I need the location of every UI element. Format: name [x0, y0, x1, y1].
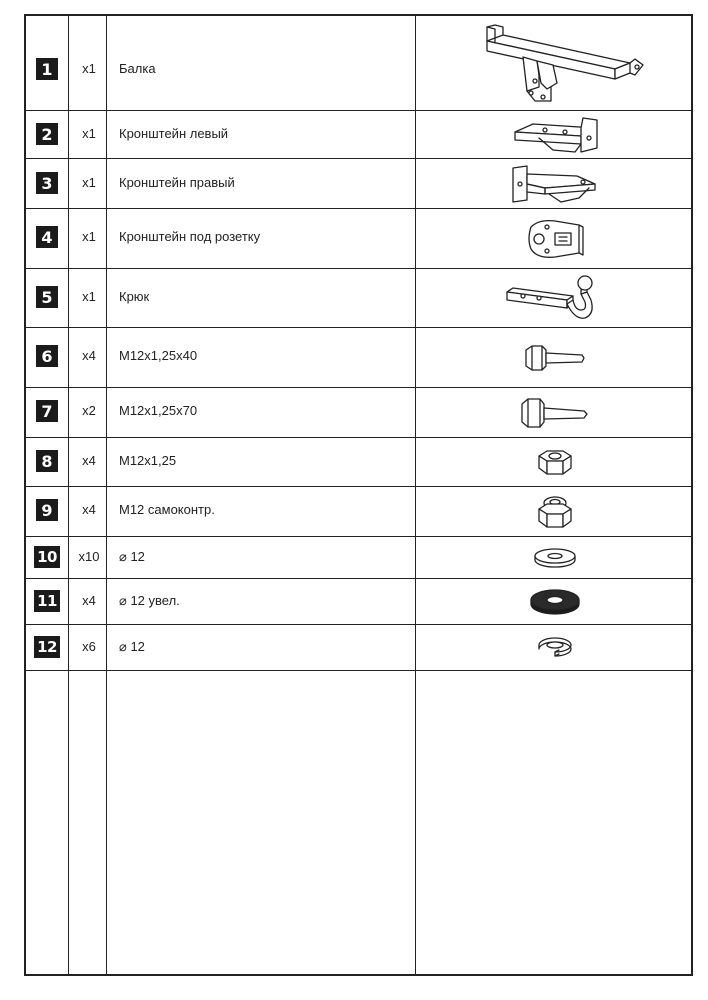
- table-row: [26, 327, 691, 387]
- item-quantity: x1: [82, 289, 96, 304]
- item-description: M12x1,25: [119, 453, 177, 468]
- item-quantity: x4: [82, 593, 96, 608]
- table-row: [26, 486, 691, 536]
- towbar-beam-icon: [416, 18, 693, 110]
- item-description: Кронштейн под розетку: [119, 229, 261, 244]
- item-description: Крюк: [119, 289, 150, 304]
- table-row: [26, 268, 691, 327]
- item-number: 3: [36, 172, 58, 194]
- table-row: [26, 110, 691, 158]
- table-row: [26, 437, 691, 486]
- table-row: [26, 536, 691, 578]
- item-description: Кронштейн правый: [119, 175, 235, 190]
- item-quantity: x4: [82, 348, 96, 363]
- hex-nut-icon: [416, 439, 693, 486]
- item-description: M12x1,25x40: [119, 348, 198, 363]
- table-row: [26, 387, 691, 437]
- item-quantity: x1: [82, 175, 96, 190]
- table-row: [26, 624, 691, 670]
- item-number: 10: [34, 546, 60, 568]
- item-quantity: x4: [82, 453, 96, 468]
- lock-nut-icon: [416, 488, 693, 536]
- bolt-short-icon: [416, 329, 693, 387]
- item-number: 4: [36, 226, 58, 248]
- item-description: ⌀ 12: [119, 549, 145, 564]
- item-number: 12: [34, 636, 60, 658]
- item-number: 7: [36, 400, 58, 422]
- item-quantity: x1: [82, 126, 96, 141]
- item-description: ⌀ 12 увел.: [119, 593, 180, 608]
- item-quantity: x1: [82, 229, 96, 244]
- item-quantity: x1: [82, 61, 96, 76]
- item-description: ⌀ 12: [119, 639, 145, 654]
- item-quantity: x2: [82, 403, 96, 418]
- item-number: 9: [36, 499, 58, 521]
- bolt-long-icon: [416, 389, 693, 437]
- item-number: 2: [36, 123, 58, 145]
- left-bracket-icon: [416, 112, 693, 158]
- item-quantity: x4: [82, 502, 96, 517]
- socket-bracket-icon: [416, 210, 693, 268]
- right-bracket-icon: [416, 160, 693, 208]
- flat-washer-icon: [416, 538, 693, 578]
- table-row: [26, 208, 691, 268]
- item-quantity: x6: [82, 639, 96, 654]
- table-row: [26, 158, 691, 208]
- item-quantity: x10: [78, 549, 100, 564]
- item-description: Кронштейн левый: [119, 126, 229, 141]
- item-number: 1: [36, 58, 58, 80]
- item-number: 11: [34, 590, 60, 612]
- item-description: Балка: [119, 61, 156, 76]
- table-row: [26, 578, 691, 624]
- item-number: 6: [36, 345, 58, 367]
- parts-list-table: [24, 14, 693, 976]
- empty-table-row: [26, 670, 691, 974]
- large-washer-icon: [416, 580, 693, 624]
- tow-hook-icon: [416, 270, 693, 327]
- item-number: 5: [36, 286, 58, 308]
- item-description: M12x1,25x70: [119, 403, 198, 418]
- spring-washer-icon: [416, 626, 693, 670]
- table-row: [26, 16, 691, 110]
- item-description: M12 самоконтр.: [119, 502, 215, 517]
- item-number: 8: [36, 450, 58, 472]
